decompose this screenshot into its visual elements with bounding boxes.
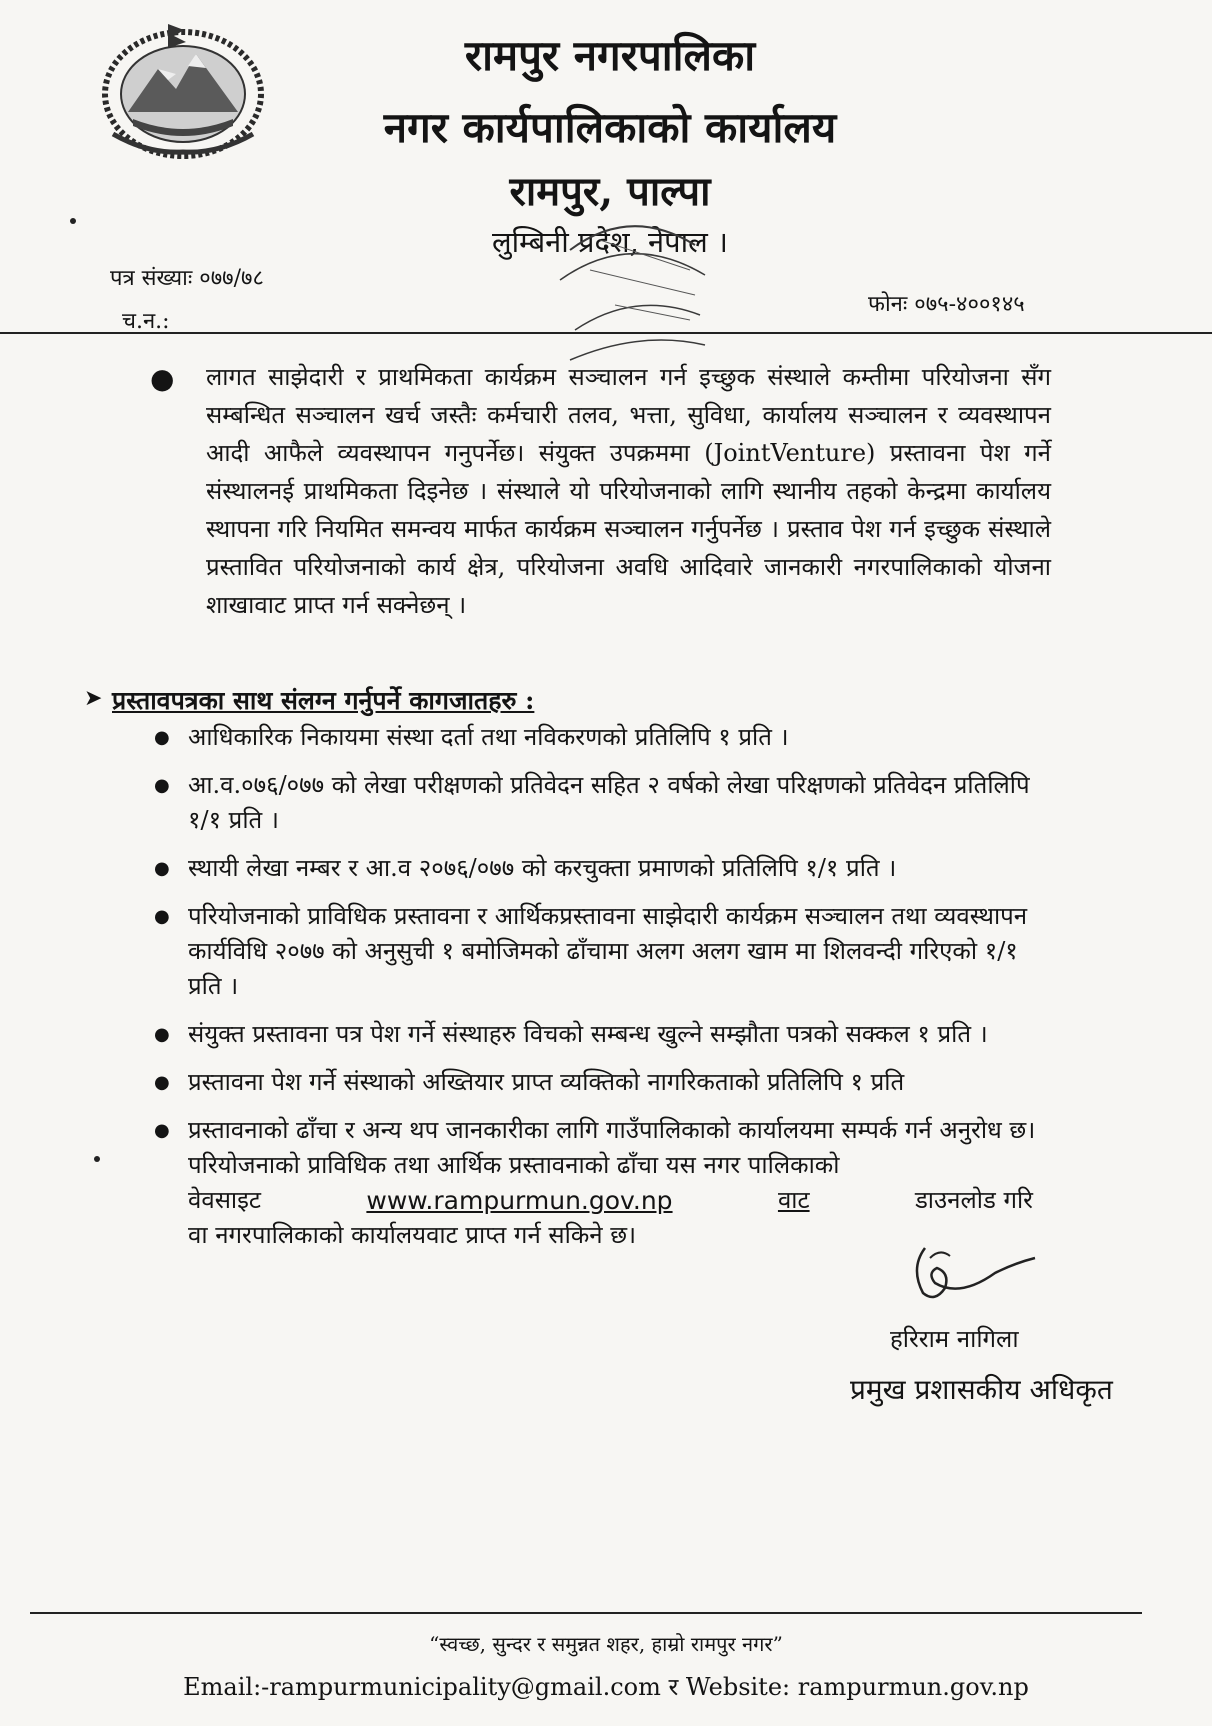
signatory-name: हरिराम नागिला (890, 1325, 1019, 1353)
attachments-heading: प्रस्तावपत्रका साथ संलग्न गर्नुपर्ने कागजातहरु : (112, 686, 535, 715)
download-text: डाउनलोड गरि (914, 1186, 1033, 1214)
website-line (188, 1183, 1033, 1218)
scan-speck (94, 1156, 100, 1162)
website-closing: वा नगरपालिकाको कार्यालयवाट प्राप्त गर्न सकिने छ। (188, 1221, 637, 1249)
list-item: ● संयुक्त प्रस्तावना पत्र पेश गर्ने संस्थाहरु विचको सम्बन्ध खुल्ने सम्झौता पत्रको सक्कल १ प्रति । (150, 1017, 1050, 1052)
footer-contact: Email:-rampurmunicipality@gmail.com र Website: rampurmun.gov.np (183, 1673, 1029, 1701)
list-item: ● प्रस्तावना पेश गर्ने संस्थाको अख्तियार प्राप्त व्यक्तिको नागरिकताको प्रतिलिपि १ प्रति (150, 1065, 1050, 1100)
office-seal-icon (530, 210, 730, 380)
dispatch-number: च.न.: (122, 309, 170, 334)
municipality-name: रामपुर नगरपालिका (464, 31, 756, 80)
list-item: ● आधिकारिक निकायमा संस्था दर्ता तथा नविकरणको प्रतिलिपि १ प्रति । (150, 720, 1050, 755)
paragraph-bullet: ● (150, 362, 175, 395)
list-item-website (150, 1113, 1050, 1253)
list-item: ● परियोजनाको प्राविधिक प्रस्तावना र आर्थिकप्रस्तावना साझेदारी कार्यक्रम सञ्चालन तथा व्यवस्थापन कार्यविधि २०७७ को अनुसुची १ बमोजिमको ढाँचामा अलग अलग खाम मा शिलवन्दी गरिएको १/१ प्रति । (150, 899, 1050, 1004)
attachments-list (150, 720, 1050, 1253)
office-name: नगर कार्यपालिकाको कार्यालय (383, 103, 837, 152)
header-divider (0, 332, 1212, 334)
phone-number: फोनः ०७५-४००१४५ (868, 292, 1025, 317)
office-location: रामपुर, पाल्पा (509, 168, 711, 215)
footer-divider (30, 1612, 1142, 1614)
list-item: ● आ.व.०७६/०७७ को लेखा परीक्षणको प्रतिवेदन सहित २ वर्षको लेखा परिक्षणको प्रतिवेदन प्रतिलिपि १/१ प्रति । (150, 768, 1050, 838)
footer-motto: “स्वच्छ, सुन्दर र समुन्नत शहर, हाम्रो रामपुर नगर” (429, 1632, 783, 1656)
province-name: लुम्बिनी प्रदेश, नेपाल । (492, 225, 728, 259)
letter-number: पत्र संख्याः ०७७/७८ (110, 266, 264, 291)
signatory-title: प्रमुख प्रशासकीय अधिकृत (850, 1373, 1113, 1406)
handwritten-signature-icon (905, 1238, 1040, 1308)
section-marker: ➤ (84, 686, 103, 711)
list-item: ● स्थायी लेखा नम्बर र आ.व २०७६/०७७ को करचुक्ता प्रमाणको प्रतिलिपि १/१ प्रति । (150, 851, 1050, 886)
from-word: वाट (777, 1186, 810, 1214)
website-label: वेवसाइट (188, 1186, 262, 1214)
website-intro: ● प्रस्तावनाको ढाँचा र अन्य थप जानकारीका लागि गाउँपालिकाको कार्यालयमा सम्पर्क गर्न अनुरोध छ। परियोजनाको प्राविधिक तथा आर्थिक प्रस्तावनाको ढाँचा यस नगर पालिकाको (188, 1116, 1036, 1179)
nepal-emblem-icon (88, 14, 278, 164)
website-link[interactable]: www.rampurmun.gov.np (366, 1186, 673, 1215)
scan-speck (70, 218, 76, 224)
intro-paragraph: लागत साझेदारी र प्राथमिकता कार्यक्रम सञ्चालन गर्न इच्छुक संस्थाले कम्तीमा परियोजना सँग सम्बन्धित सञ्चालन खर्च जस्तैः कर्मचारी तलव, भत्ता, सुविधा, कार्यालय सञ्चालन र व्यवस्थापन आदी आफैले व्यवस्थापन गनुपर्नेछ। संयुक्त उपक्रममा (JointVenture) प्रस्तावना पेश गर्ने संस्थालनई प्राथमिकता दिइनेछ । संस्थाले यो परियोजनाको लागि स्थानीय तहको केन्द्रमा कार्यालय स्थापना गरि नियमित समन्वय मार्फत कार्यक्रम सञ्चालन गर्नुपर्नेछ । प्रस्ताव पेश गर्न इच्छुक संस्थाले प्रस्तावित परियोजनाको कार्य क्षेत्र, परियोजना अवधि आदिवारे जानकारी नगरपालिकाको योजना शाखावाट प्राप्त गर्न सक्नेछन् । (206, 363, 1051, 619)
